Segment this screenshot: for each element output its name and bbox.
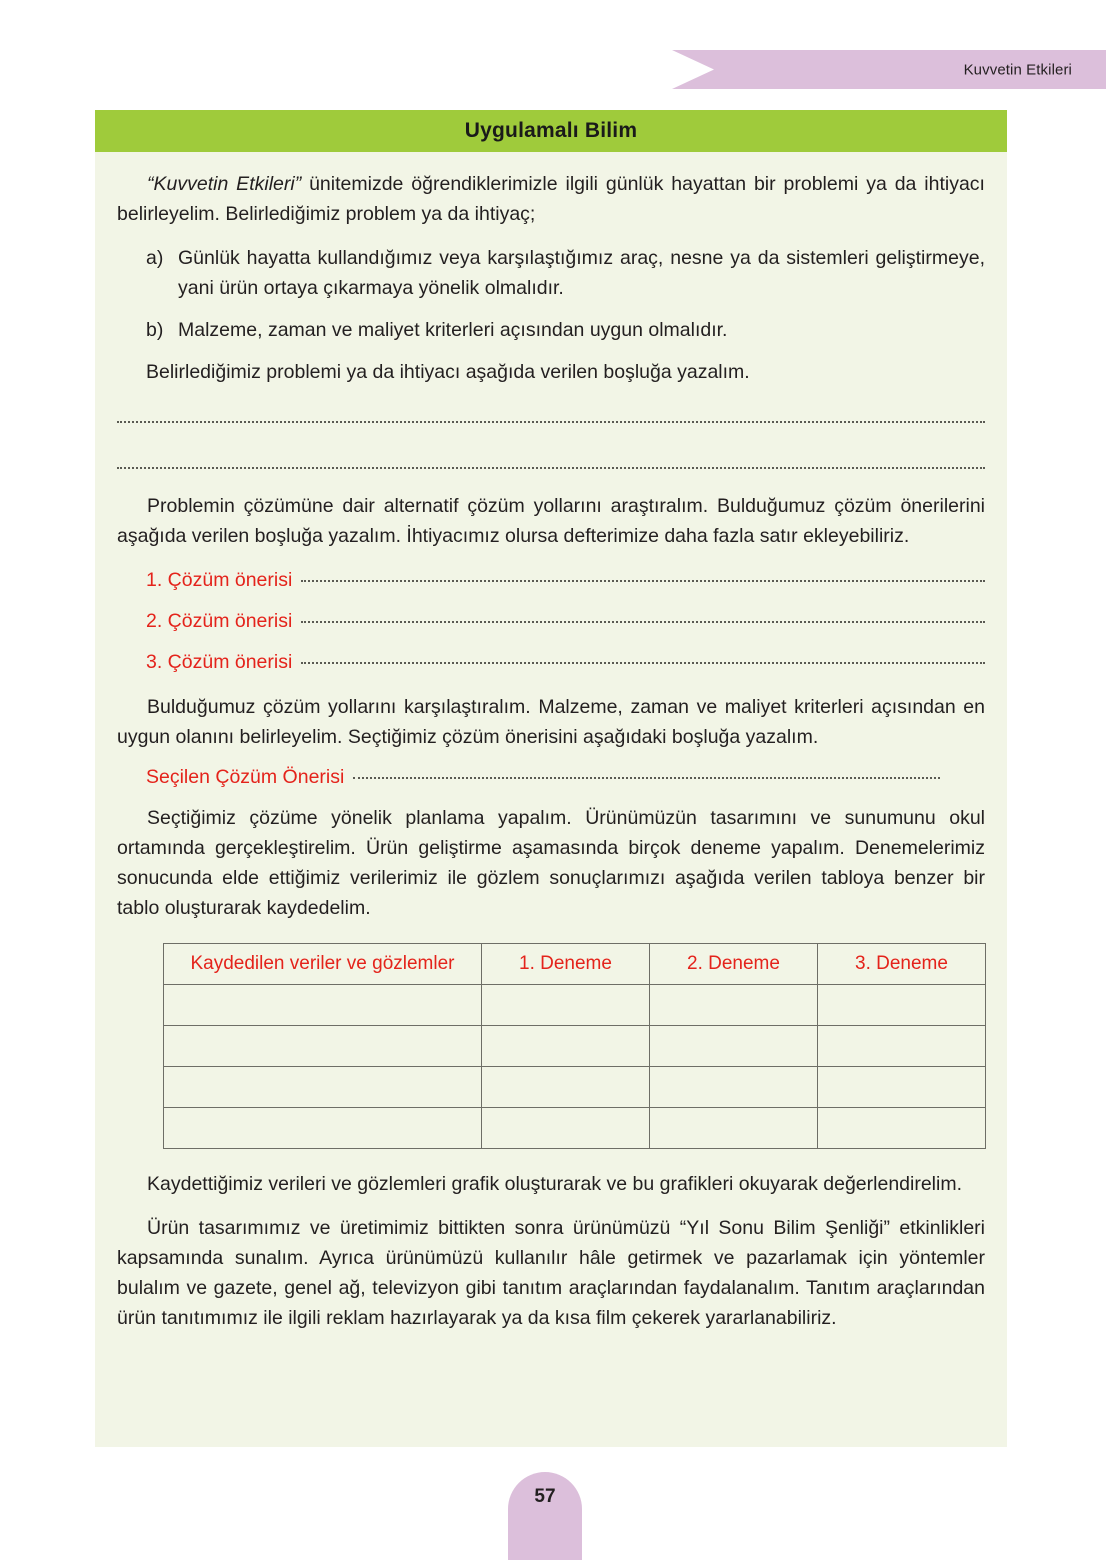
compare-paragraph: Bulduğumuz çözüm yollarını karşılaştıralım. Malzeme, zaman ve maliyet kriterleri açısından en uygun olanını belirleyelim. Seçtiğimiz çözüm önerisini aşağıdaki boşluğa yazalım. [117,696,985,748]
observation-data-table [163,943,986,1149]
running-header-banner [672,50,1106,89]
problem-write-in-area[interactable] [117,421,985,469]
table-header-cell: 3. Deneme [818,944,986,985]
selected-solution-label: Seçilen Çözüm Önerisi [146,766,345,788]
panel-body [95,169,1007,1333]
solution-label-2: 2. Çözüm önerisi [146,610,293,632]
solution-line-2[interactable] [117,610,985,633]
solution-write-in-2[interactable] [301,621,985,623]
table-row[interactable] [164,1108,986,1149]
table-cell[interactable] [164,1026,482,1067]
table-row[interactable] [164,985,986,1026]
solution-line-3[interactable] [117,651,985,674]
table-cell[interactable] [650,985,818,1026]
table-cell[interactable] [650,1026,818,1067]
criteria-text-b: Malzeme, zaman ve maliyet kriterleri açısından uygun olmalıdır. [178,319,728,341]
intro-quoted-unit: “Kuvvetin Etkileri” [147,173,302,195]
criteria-list [117,243,985,345]
table-cell[interactable] [164,1067,482,1108]
table-cell[interactable] [482,1026,650,1067]
write-in-line-2[interactable] [117,467,985,469]
solution-label-1: 1. Çözüm önerisi [146,569,293,591]
criteria-marker-b: b) [146,319,164,341]
solution-label-3: 3. Çözüm önerisi [146,651,293,673]
solution-write-in-1[interactable] [301,580,985,582]
table-cell[interactable] [650,1108,818,1149]
unit-title-label: Kuvvetin Etkileri [963,61,1072,78]
table-header-cell: Kaydedilen veriler ve gözlemler [164,944,482,985]
planning-paragraph: Seçtiğimiz çözüme yönelik planlama yapalım. Ürünümüzün tasarımını ve sunumunu okul ortamında gerçekleştirelim. Ürün geliştirme aşamasında birçok deneme yapalım. Denemelerimiz sonucunda elde ettiğimiz verilerimiz ile gözlem sonuçlarımızı aşağıda verilen tabloya benzer bir tablo oluşturarak kaydedelim. [117,807,985,919]
graph-paragraph: Kaydettiğimiz verileri ve gözlemleri grafik oluşturarak ve bu grafikleri okuyarak değerlendirelim. [147,1173,963,1195]
promotion-paragraph: Ürün tasarımımız ve üretimimiz bittikten sonra ürünümüzü “Yıl Sonu Bilim Şenliği” etkinlikleri kapsamında sunalım. Ayrıca ürünümüzü kullanılır hâle getirmek ve pazarlamak için yöntemler bulalım ve gazete, genel ağ, televizyon gibi tanıtım araçlarından faydalanalım. Tanıtım araçlarından ürün tanıtımımız ile ilgili reklam hazırlayarak ya da kısa film çekerek yararlanabiliriz. [117,1217,985,1329]
table-cell[interactable] [818,1026,986,1067]
table-cell[interactable] [482,1067,650,1108]
table-cell[interactable] [650,1067,818,1108]
selected-solution-write-in[interactable] [353,777,940,779]
table-header-cell: 1. Deneme [482,944,650,985]
table-cell[interactable] [818,1108,986,1149]
table-row[interactable] [164,1026,986,1067]
selected-solution-line[interactable] [117,766,985,789]
panel-title: Uygulamalı Bilim [95,110,1007,152]
table-row[interactable] [164,1067,986,1108]
applied-science-panel [95,110,1007,1447]
table-header-cell: 2. Deneme [650,944,818,985]
write-problem-prompt: Belirlediğimiz problemi ya da ihtiyacı aşağıda verilen boşluğa yazalım. [146,361,750,383]
solution-write-in-3[interactable] [301,662,985,664]
table-cell[interactable] [818,985,986,1026]
intro-rest-text: ünitemizde öğrendiklerimizle ilgili günlük hayattan bir problemi ya da ihtiyacı belirleyelim. Belirlediğimiz problem ya da ihtiyaç; [117,173,985,225]
criteria-marker-a: a) [146,247,164,269]
list-item [117,243,985,303]
table-cell[interactable] [818,1067,986,1108]
table-cell[interactable] [164,985,482,1026]
list-item [117,315,985,345]
table-cell[interactable] [482,1108,650,1149]
intro-paragraph [117,169,985,229]
write-in-line-1[interactable] [117,421,985,423]
solution-line-1[interactable] [117,569,985,592]
page-number: 57 [534,1486,556,1507]
table-header-row [164,944,986,985]
table-cell[interactable] [164,1108,482,1149]
banner-chevron-notch [672,50,714,89]
table-cell[interactable] [482,985,650,1026]
alternatives-paragraph: Problemin çözümüne dair alternatif çözüm yollarını araştıralım. Bulduğumuz çözüm önerilerini aşağıda verilen boşluğa yazalım. İhtiyacımız olursa defterimize daha fazla satır ekleyebiliriz. [117,495,985,547]
criteria-text-a: Günlük hayatta kullandığımız veya karşılaştığımız araç, nesne ya da sistemleri geliştirmeye, yani ürün ortaya çıkarmaya yönelik olmalıdır. [178,247,985,299]
page-number-tab [508,1472,582,1560]
